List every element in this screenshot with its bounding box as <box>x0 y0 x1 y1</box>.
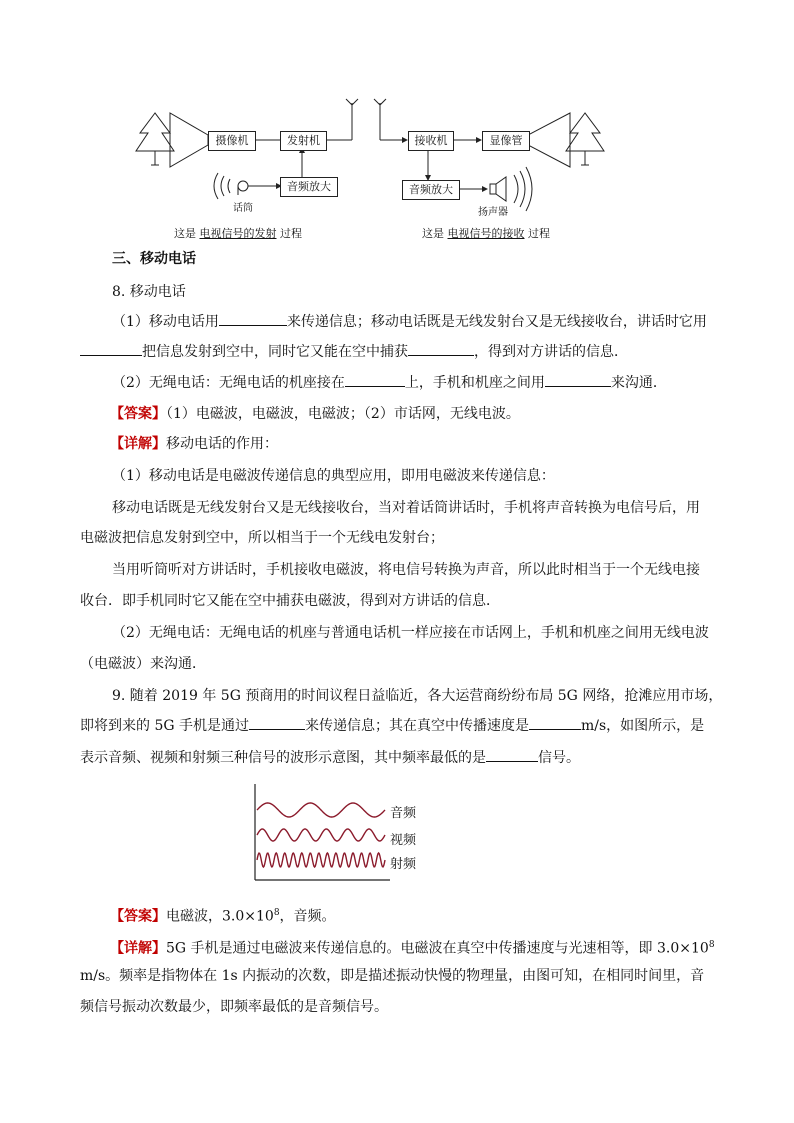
blank <box>529 716 581 730</box>
wave-label-rf: 射频 <box>390 857 417 872</box>
audio-wave <box>257 803 385 817</box>
blank <box>545 373 611 387</box>
q8-answer: 【答案】（1）电磁波，电磁波，电磁波；（2）市话网，无线电波。 <box>110 406 520 422</box>
waveform-figure <box>250 780 430 890</box>
blank <box>249 716 305 730</box>
tree-icon-right <box>566 113 604 165</box>
q9-detail-2: m/s。频率是指物体在 1s 内振动的次数，即是描述振动快慢的物理量，由图可知，在相同时间里，音 <box>80 968 705 984</box>
blank <box>80 342 142 356</box>
wave-label-video: 视频 <box>390 833 417 848</box>
q8-detail-4b: （电磁波）来沟通． <box>80 656 206 672</box>
tv-signal-diagram <box>130 95 610 245</box>
q9-detail-1: 【详解】5G 手机是通过电磁波来传递信息的。电磁波在真空中传播速度与光速相等，即 $3.0\times 10^8$ <box>110 940 715 957</box>
mic-label: 话筒 <box>233 203 253 214</box>
q8-p1-line1: （1）移动电话用 来传递信息；移动电话既是无线发射台又是无线接收台，讲话时它用 <box>112 314 707 330</box>
wave-label-audio: 音频 <box>390 806 417 821</box>
q9-line2: 即将到来的 5G 手机是通过 来传递信息；其在真空中传播速度是 m/s，如图所示，是 <box>80 718 705 734</box>
blank <box>486 748 538 762</box>
caption-receive: 这是 电视信号的接收 过程 <box>422 227 550 240</box>
rf-wave <box>257 853 385 867</box>
diagram-lines <box>130 95 610 245</box>
microphone-icon <box>214 173 248 199</box>
blank <box>345 373 405 387</box>
section-heading: 三、移动电话 <box>112 251 196 267</box>
tree-icon-left <box>136 113 174 165</box>
audio-amp-box-right: 音频放大 <box>402 180 460 200</box>
display-tube-box: 显像管 <box>482 131 530 151</box>
q8-detail-3a: 当用听筒听对方讲话时，手机接收电磁波，将电信号转换为声音，所以此时相当于一个无线电接 <box>112 562 700 578</box>
speaker-label: 扬声器 <box>478 207 508 218</box>
q9-line3: 表示音频、视频和射频三种信号的波形示意图，其中频率最低的是 信号。 <box>80 750 580 766</box>
video-wave <box>257 829 385 841</box>
q8-detail-title: 【详解】移动电话的作用： <box>110 436 278 452</box>
q8-detail-3b: 收台．即手机同时它又能在空中捕获电磁波，得到对方讲话的信息． <box>80 593 500 609</box>
blank <box>408 342 474 356</box>
q8-detail-1: （1）移动电话是电磁波传递信息的典型应用，即用电磁波来传递信息： <box>112 468 555 484</box>
q8-title: 8. 移动电话 <box>112 284 186 300</box>
receiver-box: 接收机 <box>408 131 454 151</box>
caption-transmit: 这是 电视信号的发射 过程 <box>174 227 302 240</box>
q8-p2: （2）无绳电话：无绳电话的机座接在 上，手机和机座之间用 来沟通． <box>112 375 667 391</box>
camera-box: 摄像机 <box>208 131 256 151</box>
transmitter-box: 发射机 <box>280 131 327 151</box>
q9-line1: 9. 随着 2019 年 5G 预商用的时间议程日益临近，各大运营商纷纷布局 5G 网络，抢滩应用市场， <box>112 688 723 704</box>
audio-amp-box-left: 音频放大 <box>280 177 338 197</box>
q9-detail-3: 频信号振动次数最少，即频率最低的是音频信号。 <box>80 999 388 1015</box>
q8-detail-2b: 电磁波把信息发射到空中，所以相当于一个无线电发射台； <box>80 530 444 546</box>
blank <box>219 312 287 326</box>
q8-detail-2a: 移动电话既是无线发射台又是无线接收台，当对着话筒讲话时，手机将声音转换为电信号后，用 <box>112 500 700 516</box>
q8-p1-line2: 把信息发射到空中，同时它又能在空中捕获 ，得到对方讲话的信息． <box>80 342 720 362</box>
q9-answer: 【答案】电磁波，$3.0\times 10^8$，音频。 <box>110 908 336 925</box>
q8-detail-4a: （2）无绳电话：无绳电话的机座与普通电话机一样应接在市话网上，手机和机座之间用无线电波 <box>112 625 709 641</box>
